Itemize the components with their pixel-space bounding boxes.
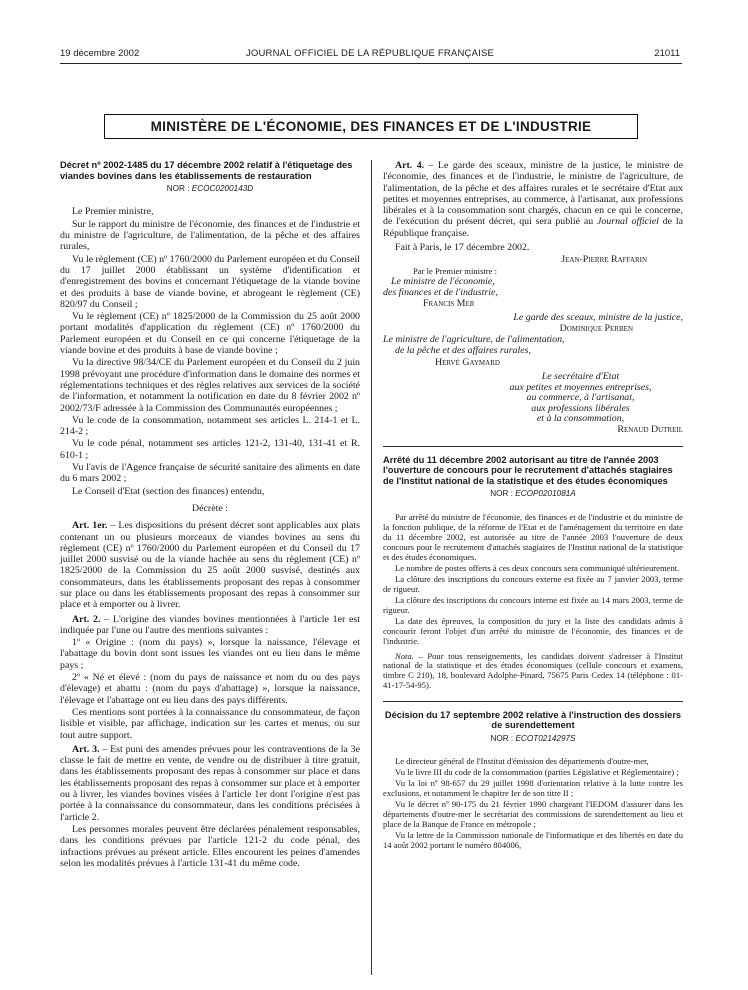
article-1-label: Art. 1er. (72, 520, 108, 532)
decret-paragraph: Vu l'avis de l'Agence française de sécurité sanitaire des aliments en date du 6 mars 2002 ; (60, 462, 360, 485)
arrete-paragraph: La clôture des inscriptions du concours externe est fixée au 7 janvier 2003, terme de rigueur. (383, 573, 683, 594)
decret-paragraph: Le Conseil d'Etat (section des finances) entendu, (72, 485, 265, 497)
arrete-nor-code: ECOP0201081A (515, 489, 576, 499)
decret-paragraph: Vu le code de la consommation, notamment ses articles L. 214-1 et L. 214-2 ; (60, 414, 360, 438)
decision-nor: NOR : ECOT0214297S (490, 734, 576, 744)
left-column (60, 160, 360, 870)
decrete-heading: Décrète : (192, 502, 228, 514)
secretary-title-5: et à la consommation, (536, 413, 625, 425)
decision-paragraph: Vu le livre III du code de la consommation (parties Législative et Réglementaire) ; (395, 767, 679, 778)
decret-paragraph: Vu le règlement (CE) nº 1760/2000 du Parlement européen et du Conseil du 17 juillet 2000 établissant un système d'identification et d'enregistrement des bovins et concernant l'étiquetage de la viande bovine et des produits à base de viande bovine, et abrogeant le règlement (CE) 820/97 du Conseil ; (60, 253, 360, 310)
decision-nor-code: ECOT0214297S (515, 734, 576, 744)
decret-nor-code: ECOC0200143D (191, 184, 254, 194)
decret-paragraph: Sur le rapport du ministre de l'économie, des finances et de l'industrie et du ministre de l'agriculture, de l'alimentation, de la pêche et des affaires rurales, (60, 218, 360, 253)
signature-gaymard: Hervé Gaymard (435, 356, 500, 368)
article-2-label: Art. 2. (72, 613, 101, 625)
arrete-title: Arrêté du 11 décembre 2002 autorisant au titre de l'année 2003 l'ouverture de concours pour le recrutement d'attachés stagiaires de l'Institut national de la statistique et des études économiques (383, 454, 673, 486)
article-3-legal-persons: Les personnes morales peuvent être déclarées pénalement responsables, dans les conditions prévues par l'article 121-2 du code pénal, des infractions prévues au présent article. Elles encourent les peines d'amendes selon les modalités prévues à l'article 131-41 du même code. (60, 823, 360, 869)
article-2: Art. 2. – L'origine des viandes bovines mentionnées à l'article 1er est indiquée par l'une ou l'autre des mentions suivantes : (60, 613, 360, 636)
minister-agriculture-title-1: Le ministre de l'agriculture, de l'alimentation, (383, 334, 565, 346)
note-label: Nota. (395, 650, 414, 661)
decision-paragraph: Vu le décret nº 90-175 du 21 février 1990 chargeant l'IEDOM d'assurer dans les départements d'outre-mer le secrétariat des commissions de surendettement au lieu et place de la Banque de France en métropole ; (383, 799, 683, 830)
secretary-of-state-block (383, 372, 683, 436)
header-date: 19 décembre 2002 (60, 48, 140, 59)
decision-paragraph: Vu la loi nº 98-657 du 29 juillet 1998 d'orientation relative à la lutte contre les exclusions, et notamment le chapitre Ier de son titre II ; (383, 778, 683, 799)
arrete-note: Nota. – Pour tous renseignements, les candidats doivent s'adresser à l'Institut national de la statistique et des études économiques (cellule concours et examens, timbre C 210), 18, boulevard Adolphe-Pinard, 75675 Paris Cedex 14 (téléphone : 01-41-17-54-95). (383, 650, 683, 691)
ministry-banner (104, 114, 638, 139)
section-separator (383, 701, 683, 702)
header-rule (60, 63, 682, 64)
running-header (60, 48, 680, 62)
arrete-paragraph: La clôture des inscriptions du concours interne est fixée au 14 mars 2003, terme de rigueur. (383, 594, 683, 615)
decret-paragraph: Vu le code pénal, notamment ses articles 121-2, 131-40, 131-41 et R. 610-1 ; (60, 438, 360, 461)
decret-paragraph: Le Premier ministre, (72, 206, 154, 218)
right-column (383, 160, 683, 851)
header-page-number: 21011 (654, 48, 680, 59)
arrete-paragraph: La date des épreuves, la composition du jury et la liste des candidats admis à concourir feront l'objet d'un arrêté du ministre de l'économie, des finances et de l'industrie. (383, 615, 683, 646)
ministry-title: MINISTÈRE DE L'ÉCONOMIE, DES FINANCES ET DE L'INDUSTRIE (150, 119, 592, 134)
secretary-title-4: aux professions libérales (531, 402, 630, 414)
decret-nor: NOR : ECOC0200143D (166, 184, 254, 194)
article-2-display: Ces mentions sont portées à la connaissance du consommateur, de façon lisible et visible, par affichage, indication sur les cartes et menus, ou sur tout autre support. (60, 706, 360, 741)
decret-paragraph: Vu la directive 98/34/CE du Parlement européen et du Conseil du 2 juin 1998 prévoyant une procédure d'information dans le domaine des normes et réglementations techniques et des règles relatives aux services de la société de l'information, et notamment la notification en date du 8 février 2002 nº 2002/73/F adressée à la Commission des Communautés européennes ; (60, 357, 360, 414)
minister-economy-title-1: Le ministre de l'économie, (391, 275, 495, 287)
article-2-item-1: 1º « Origine : (nom du pays) », lorsque la naissance, l'élevage et l'abattage du bovin dont sont issues les viandes ont eu lieu dans le même pays ; (60, 637, 360, 671)
secretary-title-2: aux petites et moyennes entreprises, (509, 381, 652, 393)
decret-title: Décret nº 2002-1485 du 17 décembre 2002 relatif à l'étiquetage des viandes bovines dans les établissements de restauration (60, 160, 353, 181)
signature-dutreil: Renaud Dutreil (617, 424, 683, 436)
column-divider (371, 160, 372, 975)
fait-a-paris: Fait à Paris, le 17 décembre 2002. (395, 242, 530, 254)
minister-economy-title-2: des finances et de l'industrie, (383, 286, 498, 298)
par-le-premier-ministre: Par le Premier ministre : (413, 265, 498, 276)
article-4: Art. 4. – Le garde des sceaux, ministre de la justice, le ministre de l'économie, des finances et de l'industrie, le ministre de l'agriculture, de l'alimentation, de la pêche et des affaires rurales et le secrétaire d'Etat aux petites et moyennes entreprises, au commerce, à l'artisanat, aux professions libérales et à la consommation sont chargés, chacun en ce qui le concerne, de l'exécution du présent décret, qui sera publié au Journal officiel de la République française. (383, 160, 683, 239)
signature-prime-minister: Jean-Pierre Raffarin (561, 254, 647, 266)
signature-perben: Dominique Perben (559, 322, 633, 334)
arrete-nor: NOR : ECOP0201081A (490, 489, 576, 499)
arrete-paragraph: Le nombre de postes offerts à ces deux concours sera communiqué ultérieurement. (395, 562, 680, 573)
decision-title: Décision du 17 septembre 2002 relative à l'instruction des dossiers de surendettement (384, 709, 682, 731)
secretary-title-3: au commerce, à l'artisanat, (526, 392, 635, 404)
article-1: Art. 1er. – Les dispositions du présent décret sont applicables aux plats contenant un ou plusieurs morceaux de viandes bovines au sens du règlement (CE) nº 1760/2000 du Parlement européen et du Conseil du 17 juillet 2000 susvisé ou de la viande hachée au sens du règlement (CE) nº 1825/2000 de la Commission du 25 août 2000 susvisé, destinés aux consommateurs, dans les établissements proposant des repas à consommer sur place ou dans les établissements proposant des repas à consommer sur place et à emporter ou à livrer. (60, 520, 360, 611)
minister-justice-title: Le garde des sceaux, ministre de la justice, (513, 311, 683, 323)
journal-officiel-ref: Journal officiel (596, 216, 659, 228)
decision-paragraph: Le directeur général de l'Institut d'émission des départements d'outre-mer, (395, 756, 649, 767)
secretary-title-1: Le secrétaire d'Etat (541, 371, 620, 383)
article-3: Art. 3. – Est puni des amendes prévues pour les contraventions de la 3e classe le fait de mettre en vente, de vendre ou de distribuer à titre gratuit, dans les établissements proposant des repas à consommer sur place et dans les établissements proposant des repas à consommer sur place et à emporter ou à livrer, les viandes bovines visées à l'article 1er dont l'origine n'est pas portée à la connaissance du consommateur, dans les conditions précisées à l'article 2. (60, 743, 360, 823)
minister-agriculture-title-2: de la pêche et des affaires rurales, (395, 345, 531, 357)
decision-paragraph: Vu la lettre de la Commission nationale de l'informatique et des libertés en date du 14 août 2002 portant le numéro 804006, (383, 830, 683, 851)
header-journal-title: JOURNAL OFFICIEL DE LA RÉPUBLIQUE FRANÇAISE (245, 48, 495, 59)
signature-mer: Francis Mer (423, 298, 475, 310)
article-4-label: Art. 4. (395, 160, 425, 171)
section-separator (383, 446, 683, 447)
arrete-paragraph: Par arrêté du ministre de l'économie, des finances et de l'industrie et du ministre de la fonction publique, de la réforme de l'Etat et de l'aménagement du territoire en date du 11 décembre 2002, est autorisée au titre de l'année 2003 l'ouverture de deux concours pour le recrutement d'attachés stagiaires de l'Institut national de la statistique et des études économiques. (383, 511, 683, 562)
decret-paragraph: Vu le règlement (CE) nº 1825/2000 de la Commission du 25 août 2000 portant modalités d'application du règlement (CE) nº 1760/2000 du Parlement européen et du Conseil en ce qui concerne l'étiquetage de la viande bovine et des produits à base de viande bovine ; (60, 311, 360, 357)
article-3-label: Art. 3. (72, 743, 100, 755)
article-2-item-2: 2º « Né et élevé : (nom du pays de naissance et nom du ou des pays d'élevage) et abattu : (nom du pays d'abattage) », lorsque la naissance, l'élevage et l'abattage ont eu lieu dans des pays différents. (60, 672, 360, 706)
